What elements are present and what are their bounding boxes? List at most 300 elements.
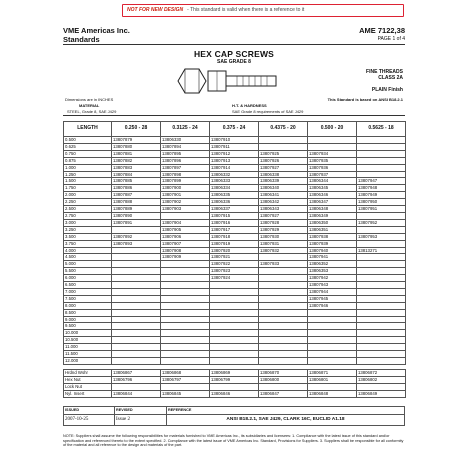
length-cell: 11.500 [64,351,112,358]
part-number-cell [357,261,406,268]
part-number-cell: 13807898 [161,171,210,178]
part-number-cell [210,309,259,316]
part-number-cell [112,358,161,365]
part-number-cell: 13807944 [308,288,357,295]
part-number-cell: 13806346 [308,192,357,199]
column-header: 0.4375 - 20 [259,122,308,137]
table-row [64,247,406,254]
part-number-cell: 13807906 [161,233,210,240]
part-number-cell: 13807934 [308,150,357,157]
part-number-cell: 13807940 [308,247,357,254]
table-row [64,288,406,295]
part-number-cell: 13807900 [161,185,210,192]
column-header: 0.5625 - 18 [357,122,406,137]
table-row [64,344,406,351]
material-value: STEEL, Grade 8, SAE J429 [67,109,117,114]
part-number-cell [357,358,406,365]
part-number-cell [161,358,210,365]
table-row [64,178,406,185]
grade-subtitle: SAE GRADE 8 [217,59,251,65]
part-number-cell [210,344,259,351]
thread-spec [366,69,403,81]
length-cell: 3.000 [64,219,112,226]
part-number-cell [161,337,210,344]
part-number-cell: 13807918 [210,233,259,240]
accessory-part-cell [357,383,406,390]
part-number-cell [112,295,161,302]
column-header: 0.3125 - 24 [161,122,210,137]
part-number-cell: 13806341 [259,192,308,199]
part-number-cell [308,316,357,323]
part-number-cell: 13806340 [259,185,308,192]
part-number-cell [161,261,210,268]
part-number-cell [161,330,210,337]
length-cell: 10.500 [64,337,112,344]
table-row [64,143,406,150]
accessory-part-cell: 13806845 [161,390,210,397]
length-cell: 0.500 [64,137,112,144]
part-number-cell: 13807880 [112,143,161,150]
part-number-cell [210,316,259,323]
table-row [64,219,406,226]
part-number-cell: 13806352 [308,261,357,268]
part-number-cell: 13807908 [161,247,210,254]
table-row [64,268,406,275]
heat-treat-value: SAE Grade 8 requirements of SAE J429 [232,109,304,114]
length-cell: 10.000 [64,330,112,337]
part-number-cell: 13807924 [210,275,259,282]
part-number-cell [259,275,308,282]
part-number-cell: 13807942 [308,275,357,282]
part-number-cell: 13807882 [112,157,161,164]
table-row [64,282,406,289]
part-number-cell [161,268,210,275]
length-cell: 2.500 [64,206,112,213]
part-number-cell [357,137,406,144]
accessory-label: Lock Nut [64,383,112,390]
table-row [64,323,406,330]
part-number-cell: 13807885 [112,178,161,185]
part-number-cell: 13806335 [210,192,259,199]
accessory-part-cell: 13806846 [210,390,259,397]
accessory-part-cell: 13806801 [308,376,357,383]
part-number-cell [357,288,406,295]
part-number-cell: 13807932 [259,247,308,254]
part-number-cell [112,254,161,261]
part-number-cell [308,351,357,358]
part-number-cell [210,302,259,309]
part-number-cell: 13807953 [357,233,406,240]
part-number-cell: 13807893 [112,240,161,247]
part-number-cell [112,268,161,275]
part-number-cell [161,282,210,289]
accessory-part-cell [161,383,210,390]
part-number-cell [210,323,259,330]
part-number-cell: 13807943 [308,282,357,289]
part-number-cell: 13807879 [112,137,161,144]
length-cell: 0.750 [64,150,112,157]
table-row [64,137,406,144]
part-number-cell [259,344,308,351]
column-header: 0.250 - 28 [112,122,161,137]
part-number-cell [161,288,210,295]
part-number-cell: 13807891 [112,219,161,226]
part-number-cell: 13806345 [308,185,357,192]
table-row [64,358,406,365]
part-number-cell [259,302,308,309]
accessory-label: Hex Nut [64,376,112,383]
column-header: 0.500 - 20 [308,122,357,137]
part-number-cell [112,247,161,254]
part-number-cell [357,150,406,157]
part-number-cell [112,288,161,295]
part-number-cell [357,309,406,316]
part-number-cell: 13807895 [161,150,210,157]
part-number-cell: 13806339 [259,178,308,185]
part-number-cell [210,351,259,358]
accessory-row [64,376,406,383]
thread-type: FINE THREADS [366,69,403,75]
length-cell: 0.875 [64,157,112,164]
part-number-cell: 13807948 [357,185,406,192]
accessory-part-cell: 13806869 [210,370,259,377]
part-number-cell [357,157,406,164]
part-number-cell [161,351,210,358]
accessory-part-cell: 13806848 [308,390,357,397]
part-number-cell [357,240,406,247]
part-number-cell [161,309,210,316]
table-row [64,185,406,192]
length-cell: 12.000 [64,358,112,365]
accessory-part-cell [308,383,357,390]
part-number-cell: 13806333 [210,178,259,185]
document-page [57,2,411,454]
page-number: PAGE 1 of 4 [377,36,405,42]
part-number-cell [112,302,161,309]
part-number-cell [308,323,357,330]
part-number-cell [308,137,357,144]
part-number-cell [259,254,308,261]
accessory-label: Hrdnd Wshr [64,370,112,377]
length-cell: 2.750 [64,212,112,219]
part-number-cell: 13807919 [210,240,259,247]
part-number-cell: 13807888 [112,199,161,206]
table-row [64,226,406,233]
part-number-cell: 13806343 [259,206,308,213]
part-number-cell: 13807933 [259,261,308,268]
part-number-cell [112,344,161,351]
length-cell: 6.000 [64,275,112,282]
part-number-cell [308,337,357,344]
accessory-part-cell: 13806871 [308,370,357,377]
table-row [64,351,406,358]
accessory-part-cell: 13806797 [161,376,210,383]
part-number-cell: 13807926 [259,157,308,164]
part-number-cell [112,226,161,233]
part-number-cell [357,171,406,178]
part-number-cell [259,288,308,295]
part-number-cell: 13806332 [210,171,259,178]
part-number-cell: 13807912 [210,150,259,157]
column-header: LENGTH [64,122,112,137]
stamp-label: NOT FOR NEW DESIGN [127,7,184,13]
part-number-cell [357,351,406,358]
length-cell: 9.000 [64,316,112,323]
part-number-cell: 13806347 [308,199,357,206]
part-number-cell: 13807939 [308,240,357,247]
part-number-cell: 13806348 [308,206,357,213]
company-name: VME Americas Inc. [63,26,130,35]
length-cell: 9.500 [64,323,112,330]
part-number-cell [259,137,308,144]
part-number-cell: 13807909 [161,254,210,261]
table-row [64,150,406,157]
part-number-cell: 13807903 [161,206,210,213]
part-number-cell: 13807881 [112,150,161,157]
length-cell: 1.500 [64,178,112,185]
table-row [64,240,406,247]
part-number-cell: 13806330 [161,137,210,144]
part-number-cell: 13807928 [259,219,308,226]
part-number-cell: 13813271 [357,247,406,254]
part-number-cell [259,323,308,330]
part-number-cell: 13807945 [308,295,357,302]
part-number-cell [161,295,210,302]
part-number-cell [112,261,161,268]
part-number-cell [112,275,161,282]
part-number-cell [357,254,406,261]
part-number-cell: 13807930 [259,233,308,240]
revised-label: REVISED [115,407,167,415]
table-row [64,309,406,316]
heat-treat-label: H.T. & HARDNESS [232,103,267,108]
part-number-cell [357,337,406,344]
table-row [64,337,406,344]
not-for-new-design-stamp [122,4,404,17]
part-number-cell: 13807916 [210,219,259,226]
table-row [64,199,406,206]
part-number-cell: 13806338 [259,171,308,178]
part-number-cell: 13807883 [112,164,161,171]
column-header: 0.375 - 24 [210,122,259,137]
table-row [64,330,406,337]
part-number-cell: 13807931 [259,240,308,247]
part-number-cell [112,316,161,323]
part-number-cell [161,302,210,309]
accessory-row [64,370,406,377]
part-number-cell [308,358,357,365]
document-title: HEX CAP SCREWS [193,49,275,59]
part-number-cell: 13807901 [161,192,210,199]
part-number-cell: 13807929 [259,226,308,233]
part-number-cell: 13807950 [357,199,406,206]
stamp-text: - This standard is valid when there is a reference to it [187,7,305,13]
part-number-cell [308,330,357,337]
length-cell: 5.000 [64,261,112,268]
part-number-cell: 13807896 [161,157,210,164]
part-number-cell [357,226,406,233]
accessory-part-cell [210,383,259,390]
part-number-cell [357,330,406,337]
part-number-cell [357,282,406,289]
issued-label: ISSUED [64,407,115,415]
part-number-cell: 13807935 [308,157,357,164]
table-header-row [64,122,406,137]
part-number-cell [259,358,308,365]
part-number-cell [259,337,308,344]
length-cell: 7.000 [64,288,112,295]
part-number-cell: 13807923 [210,268,259,275]
part-number-cell [308,309,357,316]
part-number-cell: 13807927 [259,164,308,171]
accessory-part-cell: 13806872 [357,370,406,377]
table-row [64,316,406,323]
accessory-part-cell [259,383,308,390]
table-row [64,206,406,213]
table-row [64,254,406,261]
reference-label: REFERENCE [167,407,405,415]
table-body [64,137,406,365]
accessories-body [64,370,406,398]
part-number-cell [357,212,406,219]
accessory-part-cell: 13806868 [161,370,210,377]
part-number-cell: 13807936 [308,164,357,171]
part-number-table [63,121,406,365]
length-cell: 4.500 [64,254,112,261]
part-number-cell: 13807886 [112,185,161,192]
dimensions-note: Dimensions are in INCHES [65,97,114,102]
length-cell: 11.000 [64,344,112,351]
part-number-cell: 13806336 [210,199,259,206]
part-number-cell: 13806349 [308,212,357,219]
part-number-cell [259,309,308,316]
accessory-part-cell: 13806870 [259,370,308,377]
part-number-cell: 13807913 [210,157,259,164]
part-number-cell: 13807899 [161,178,210,185]
length-cell: 0.625 [64,143,112,150]
hex-bolt-drawing [175,66,285,96]
part-number-cell: 13807904 [161,219,210,226]
part-number-cell [259,295,308,302]
part-number-cell [259,282,308,289]
part-number-cell: 13807907 [161,240,210,247]
part-number-cell [357,316,406,323]
part-number-cell: 13807927 [259,212,308,219]
accessories-table [63,369,406,398]
part-number-cell [112,309,161,316]
part-number-cell: 13807890 [112,212,161,219]
part-number-cell [112,323,161,330]
length-cell: 6.500 [64,282,112,289]
accessory-part-cell: 13806802 [357,376,406,383]
table-row [64,302,406,309]
length-cell: 3.250 [64,226,112,233]
material-label: MATERIAL [79,103,100,108]
accessory-row [64,390,406,397]
part-number-cell [259,330,308,337]
table-row [64,164,406,171]
part-number-cell [259,268,308,275]
part-number-cell: 13807905 [161,226,210,233]
thread-class: CLASS 2A [378,75,403,81]
part-number-cell: 13807938 [308,233,357,240]
part-number-cell: 13807892 [112,233,161,240]
part-number-cell [357,302,406,309]
accessory-part-cell: 13806847 [259,390,308,397]
part-number-cell: 13806334 [210,185,259,192]
revision: Issue 2 [115,415,167,426]
part-number-cell [259,316,308,323]
part-number-cell [161,323,210,330]
part-number-cell: 13807911 [210,143,259,150]
length-cell: 2.000 [64,192,112,199]
part-number-cell: 13806350 [308,219,357,226]
part-number-cell [357,275,406,282]
part-number-cell [210,337,259,344]
part-number-cell: 13807925 [259,150,308,157]
part-number-cell: 13806342 [259,199,308,206]
ansi-basis-note: This Standard is based on ANSI B18.2.1 [327,97,403,102]
table-row [64,212,406,219]
part-number-cell: 13807937 [308,171,357,178]
part-number-cell [210,288,259,295]
part-number-cell: 13807951 [357,206,406,213]
part-number-cell: 13807914 [210,164,259,171]
accessory-part-cell: 13806849 [357,390,406,397]
part-number-cell [210,295,259,302]
length-cell: 3.750 [64,240,112,247]
part-number-cell: 13807887 [112,192,161,199]
part-number-cell [210,282,259,289]
part-number-cell [357,143,406,150]
part-number-cell: 13807941 [308,254,357,261]
accessory-part-cell: 13806844 [112,390,161,397]
part-number-cell: 13807952 [357,219,406,226]
document-number: AME 7122,38 [359,26,405,35]
table-row [64,157,406,164]
accessory-part-cell: 13806800 [259,376,308,383]
table-row [64,192,406,199]
issued-date: 2007-10-25 [64,415,115,426]
part-number-cell: 13807922 [210,261,259,268]
accessory-part-cell [112,383,161,390]
table-row [64,233,406,240]
part-number-cell [357,323,406,330]
header-rule [63,44,405,45]
length-cell: 4.000 [64,247,112,254]
part-number-cell: 13807897 [161,164,210,171]
accessory-label: Nyl. Insert [64,390,112,397]
length-cell: 1.000 [64,164,112,171]
length-cell: 8.000 [64,302,112,309]
part-number-cell [357,164,406,171]
part-number-cell: 13806337 [210,206,259,213]
length-cell: 5.500 [64,268,112,275]
supplier-note: NOTE: Suppliers shall assume the following responsibilities for materials furnished to VME Americas Inc., its subsidiaries and licensees: 1. Compliance with the latest issue of this standard and/or specification and referenced thereto to the extent specified. 2. Compliance with the latest issue of VME Americas Inc. Standard, Provisions for Suppliers. 3. Suppliers shall be responsible for all conformity of the material and all reference to the design and materials of the part. [63,434,404,448]
part-number-cell: 13807889 [112,206,161,213]
part-number-cell: 13806353 [308,268,357,275]
part-number-cell [259,143,308,150]
accessory-part-cell: 13806799 [210,376,259,383]
length-cell: 1.750 [64,185,112,192]
part-number-cell [112,337,161,344]
part-number-cell [112,351,161,358]
part-number-cell: 13807884 [112,171,161,178]
part-number-cell [161,275,210,282]
part-number-cell [259,351,308,358]
part-number-cell [210,358,259,365]
part-number-cell [161,344,210,351]
